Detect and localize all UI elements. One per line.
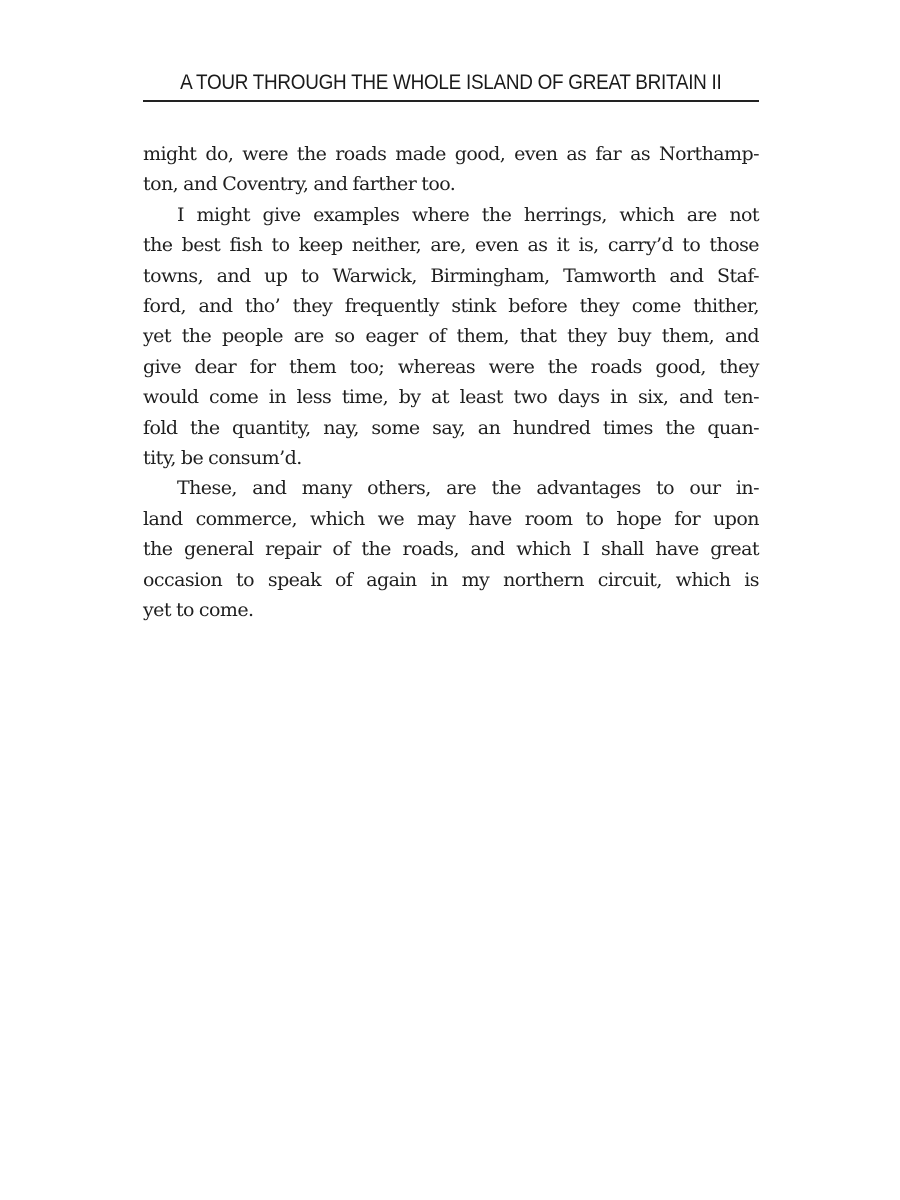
text-line: occasion to speak of again in my northern circuit, which is (143, 568, 759, 591)
text-line: give dear for them too; whereas were the roads good, they (143, 355, 759, 378)
text-line: These, and many others, are the advantages to our in- (177, 477, 759, 500)
text-line: would come in less time, by at least two days in six, and ten- (143, 386, 759, 409)
paragraph-inland-commerce (143, 473, 759, 625)
text-line: the best fish to keep neither, are, even as it is, carry’d to those (143, 234, 759, 257)
text-line: tity, be consum’d. (143, 447, 302, 470)
paragraph-herrings (143, 200, 759, 474)
text-line: land commerce, which we may have room to hope for upon (143, 507, 759, 530)
running-head-title: A TOUR THROUGH THE WHOLE ISLAND OF GREAT BRITAIN II (180, 71, 722, 94)
text-line: the general repair of the roads, and which I shall have great (143, 538, 759, 561)
text-line: towns, and up to Warwick, Birmingham, Tamworth and Staf- (143, 264, 759, 287)
text-line: ton, and Coventry, and farther too. (143, 173, 456, 196)
paragraph-continued (143, 139, 759, 200)
running-head (143, 68, 759, 102)
page-body (143, 139, 759, 626)
text-line: ford, and tho’ they frequently stink before they come thither, (143, 295, 759, 318)
text-line: might do, were the roads made good, even as far as Northamp- (143, 143, 759, 165)
text-line: fold the quantity, nay, some say, an hundred times the quan- (143, 416, 759, 439)
text-line: yet to come. (143, 599, 254, 622)
text-line: yet the people are so eager of them, that they buy them, and (143, 325, 759, 348)
text-line: I might give examples where the herrings, which are not (177, 203, 759, 226)
